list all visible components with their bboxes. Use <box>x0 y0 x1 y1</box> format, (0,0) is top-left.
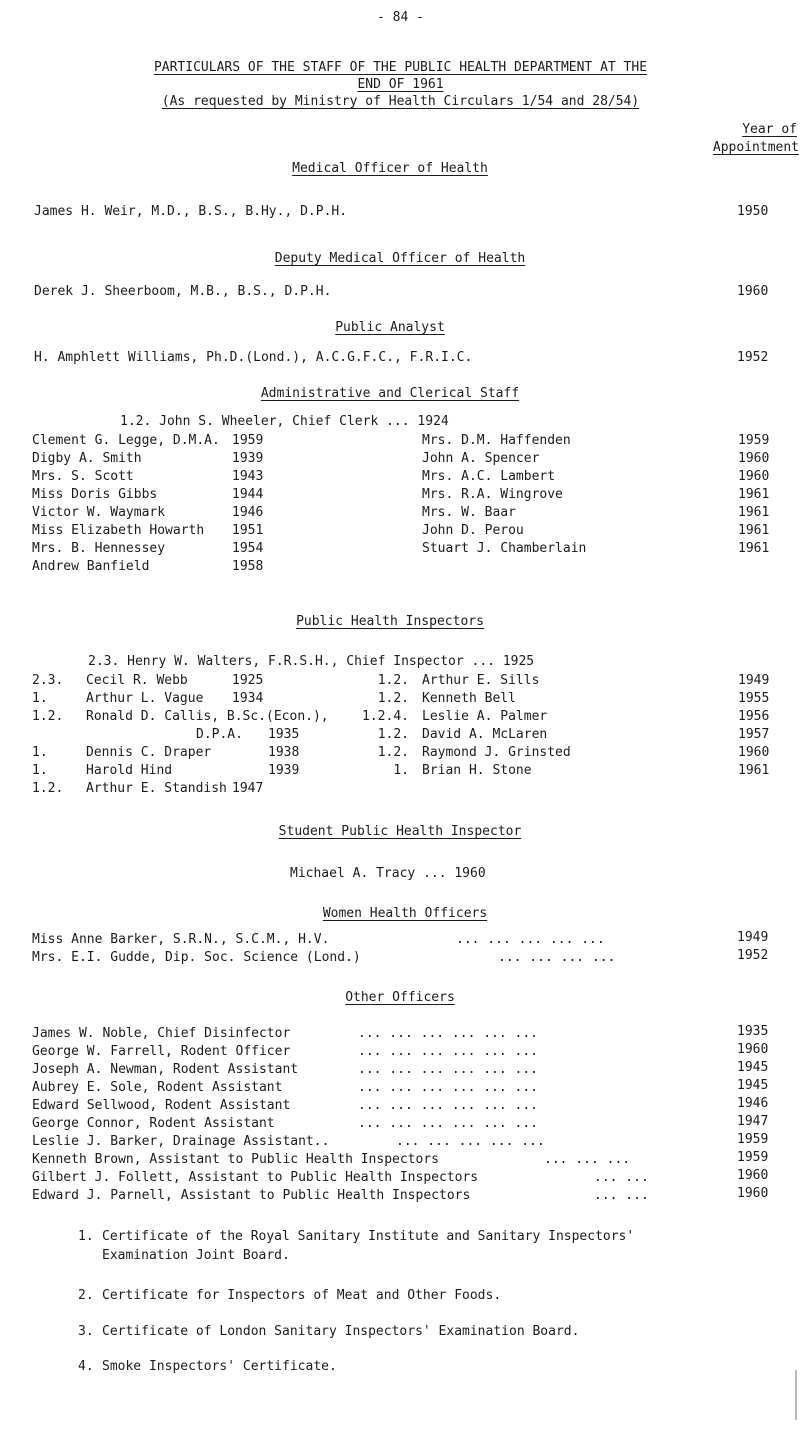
leader-dots: ... ... ... ... ... ... <box>358 1098 539 1113</box>
qualification-code: 1.2. <box>32 781 64 796</box>
deputy-name: Derek J. Sheerboom, M.B., B.S., D.P.H. <box>34 284 332 299</box>
leader-dots: ... ... ... ... ... ... <box>358 1116 539 1131</box>
list-item-name: John D. Perou <box>422 523 524 538</box>
list-item-year: 1946 <box>232 505 264 520</box>
admin-chief-clerk: 1.2. John S. Wheeler, Chief Clerk ... 1924 <box>120 414 449 429</box>
list-item-name: Mrs. A.C. Lambert <box>422 469 556 484</box>
list-item-name: Raymond J. Grinsted <box>422 745 571 760</box>
list-item-year: 1961 <box>738 523 770 538</box>
deputy-heading: Deputy Medical Officer of Health <box>274 251 526 266</box>
list-item-name: Ronald D. Callis, B.Sc.(Econ.), <box>86 709 329 724</box>
qualification-code: 1.2. <box>377 673 409 688</box>
list-item-name: Cecil R. Webb <box>86 673 188 688</box>
list-item-name: Miss Elizabeth Howarth <box>32 523 205 538</box>
list-item-name: Harold Hind <box>86 763 173 778</box>
list-item-year: 1935 <box>737 1024 769 1039</box>
footnote-number: 4. <box>78 1359 94 1374</box>
list-item-year: 1959 <box>232 433 264 448</box>
women-heading: Women Health Officers <box>322 906 488 921</box>
footnote-text: Certificate for Inspectors of Meat and Other Foods. <box>102 1288 502 1303</box>
list-item-year: 1925 <box>232 673 264 688</box>
leader-dots: ... ... ... ... ... <box>456 932 605 947</box>
document-title-line2: END OF 1961 <box>357 77 444 92</box>
list-item-name: John A. Spencer <box>422 451 540 466</box>
leader-dots: ... ... ... <box>544 1152 631 1167</box>
moh-year: 1950 <box>737 204 769 219</box>
year-header-line2: Appointment <box>712 140 799 155</box>
moh-name: James H. Weir, M.D., B.S., B.Hy., D.P.H. <box>34 204 348 219</box>
list-item-name: Leslie J. Barker, Drainage Assistant.. <box>32 1134 330 1149</box>
leader-dots: ... ... ... ... <box>498 950 616 965</box>
list-item-year: 1961 <box>738 541 770 556</box>
list-item-year: 1961 <box>738 763 770 778</box>
deputy-year: 1960 <box>737 284 769 299</box>
footnote-number: 1. <box>78 1229 94 1244</box>
list-item-year: 1960 <box>738 469 770 484</box>
list-item-year: 1957 <box>738 727 770 742</box>
list-item-year: 1956 <box>738 709 770 724</box>
list-item-year: 1946 <box>737 1096 769 1111</box>
list-item-year: 1945 <box>737 1060 769 1075</box>
list-item-name: Edward Sellwood, Rodent Assistant <box>32 1098 291 1113</box>
document-title-line1: PARTICULARS OF THE STAFF OF THE PUBLIC HEALTH DEPARTMENT AT THE <box>153 60 648 75</box>
analyst-year: 1952 <box>737 350 769 365</box>
admin-heading: Administrative and Clerical Staff <box>260 386 520 401</box>
list-item-name: Mrs. B. Hennessey <box>32 541 166 556</box>
list-item-name: Arthur E. Standish <box>86 781 227 796</box>
leader-dots: ... ... <box>594 1170 649 1185</box>
list-item-name: Mrs. E.I. Gudde, Dip. Soc. Science (Lond.) <box>32 950 361 965</box>
footnote-number: 3. <box>78 1324 94 1339</box>
page-edge-mark <box>795 1370 797 1420</box>
list-item-year: 1943 <box>232 469 264 484</box>
list-item-year: 1949 <box>738 673 770 688</box>
other-heading: Other Officers <box>345 990 455 1005</box>
list-item-name: George W. Farrell, Rodent Officer <box>32 1044 291 1059</box>
list-item-year: 1947 <box>232 781 264 796</box>
list-item-name: Stuart J. Chamberlain <box>422 541 587 556</box>
qualification-code: 1. <box>32 763 48 778</box>
list-item-year: 1958 <box>232 559 264 574</box>
footnote-text: Smoke Inspectors' Certificate. <box>102 1359 337 1374</box>
list-item-year: 1955 <box>738 691 770 706</box>
footnote-number: 2. <box>78 1288 94 1303</box>
list-item-name: Clement G. Legge, D.M.A. <box>32 433 220 448</box>
phi-heading: Public Health Inspectors <box>296 614 484 629</box>
leader-dots: ... ... ... ... ... <box>396 1134 545 1149</box>
qualification-code: 2.3. <box>32 673 64 688</box>
list-item-year: 1959 <box>737 1132 769 1147</box>
leader-dots: ... ... <box>594 1188 649 1203</box>
list-item-name: Joseph A. Newman, Rodent Assistant <box>32 1062 299 1077</box>
analyst-name: H. Amphlett Williams, Ph.D.(Lond.), A.C.G.F.C., F.R.I.C. <box>34 350 473 365</box>
qualification-code: 1.2. <box>377 727 409 742</box>
list-item-year: 1960 <box>737 1042 769 1057</box>
list-item-name: Mrs. D.M. Haffenden <box>422 433 571 448</box>
list-item-year: 1959 <box>737 1150 769 1165</box>
list-item-name: Mrs. S. Scott <box>32 469 134 484</box>
list-item-name: Digby A. Smith <box>32 451 142 466</box>
list-item-name: Leslie A. Palmer <box>422 709 548 724</box>
leader-dots: ... ... ... ... ... ... <box>358 1062 539 1077</box>
list-item-year: 1935 <box>268 727 300 742</box>
list-item-year: 1960 <box>738 451 770 466</box>
leader-dots: ... ... ... ... ... ... <box>358 1026 539 1041</box>
list-item-name: Dennis C. Draper <box>86 745 212 760</box>
qualification-code: 1. <box>393 763 409 778</box>
list-item-name: Edward J. Parnell, Assistant to Public Health Inspectors <box>32 1188 471 1203</box>
list-item-name: Victor W. Waymark <box>32 505 166 520</box>
analyst-heading: Public Analyst <box>335 320 445 335</box>
list-item-name: James W. Noble, Chief Disinfector <box>32 1026 291 1041</box>
list-item-year: 1961 <box>738 505 770 520</box>
qualification-code: 1.2. <box>377 691 409 706</box>
list-item-name: Arthur E. Sills <box>422 673 540 688</box>
list-item-year: 1960 <box>738 745 770 760</box>
list-item-name: Miss Anne Barker, S.R.N., S.C.M., H.V. <box>32 932 330 947</box>
phi-chief-inspector: 2.3. Henry W. Walters, F.R.S.H., Chief Inspector ... 1925 <box>88 654 535 669</box>
list-item-name: David A. McLaren <box>422 727 548 742</box>
leader-dots: ... ... ... ... ... ... <box>358 1080 539 1095</box>
list-item-year: 1939 <box>232 451 264 466</box>
list-item-year: 1954 <box>232 541 264 556</box>
leader-dots: ... ... ... ... ... ... <box>358 1044 539 1059</box>
list-item-year: 1952 <box>737 948 769 963</box>
footnote <box>78 1322 738 1341</box>
student-heading: Student Public Health Inspector <box>278 824 522 839</box>
list-item-year: 1951 <box>232 523 264 538</box>
list-item-year: 1960 <box>737 1186 769 1201</box>
list-item-name: Mrs. W. Baar <box>422 505 516 520</box>
footnote-text: Certificate of London Sanitary Inspectors' Examination Board. <box>102 1324 580 1339</box>
list-item-name: Kenneth Bell <box>422 691 516 706</box>
list-item-year: 1959 <box>738 433 770 448</box>
list-item-name: Miss Doris Gibbs <box>32 487 158 502</box>
list-item-year: 1934 <box>232 691 264 706</box>
list-item-year: 1938 <box>268 745 300 760</box>
list-item-name: Mrs. R.A. Wingrove <box>422 487 563 502</box>
list-item-name: Kenneth Brown, Assistant to Public Health Inspectors <box>32 1152 439 1167</box>
document-subtitle: (As requested by Ministry of Health Circulars 1/54 and 28/54) <box>161 94 640 109</box>
list-item-year: 1939 <box>268 763 300 778</box>
qualification-code: 1.2. <box>377 745 409 760</box>
list-item-year: 1960 <box>737 1168 769 1183</box>
list-item-year: 1945 <box>737 1078 769 1093</box>
list-item-name: George Connor, Rodent Assistant <box>32 1116 275 1131</box>
year-header-line1: Year of <box>742 122 797 137</box>
footnote-text: Certificate of the Royal Sanitary Institute and Sanitary Inspectors' Examination Joint Board. <box>102 1229 635 1263</box>
student-entry: Michael A. Tracy ... 1960 <box>290 866 486 881</box>
list-item-name: Andrew Banfield <box>32 559 150 574</box>
moh-heading: Medical Officer of Health <box>292 161 488 176</box>
qualification-code: 1. <box>32 691 48 706</box>
qualification-code: 1.2. <box>32 709 64 724</box>
list-item-name: Brian H. Stone <box>422 763 532 778</box>
list-item-name: D.P.A. <box>196 727 243 742</box>
list-item-name: Gilbert J. Follett, Assistant to Public Health Inspectors <box>32 1170 479 1185</box>
list-item-year: 1947 <box>737 1114 769 1129</box>
list-item-year: 1949 <box>737 930 769 945</box>
page-number: - 84 - <box>377 10 424 25</box>
list-item-year: 1961 <box>738 487 770 502</box>
footnote <box>78 1227 738 1265</box>
footnote <box>78 1357 738 1376</box>
qualification-code: 1. <box>32 745 48 760</box>
qualification-code: 1.2.4. <box>362 709 409 724</box>
footnote <box>78 1286 738 1305</box>
list-item-name: Aubrey E. Sole, Rodent Assistant <box>32 1080 283 1095</box>
list-item-name: Arthur L. Vague <box>86 691 204 706</box>
list-item-year: 1944 <box>232 487 264 502</box>
